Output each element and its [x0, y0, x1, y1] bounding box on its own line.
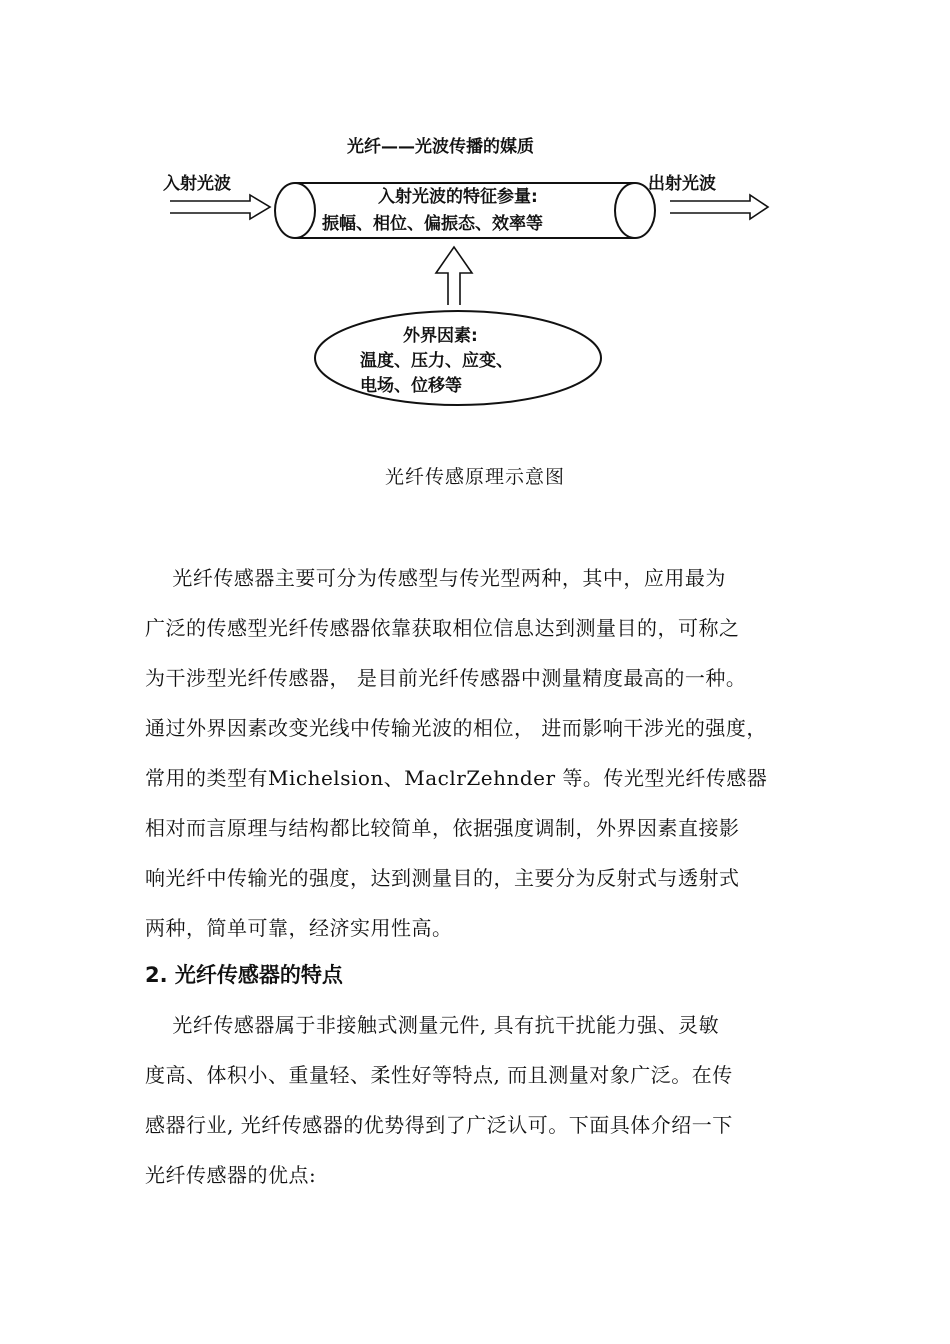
param-line2: 振幅、相位、偏振态、效率等: [322, 214, 543, 234]
paragraph-line: 响光纤中传输光的强度，达到测量目的，主要分为反射式与透射式: [145, 866, 740, 890]
up-arrow: [436, 247, 472, 305]
output-arrow: [670, 195, 768, 219]
paragraph-line: 光纤传感器主要可分为传感型与传光型两种，其中，应用最为: [145, 566, 726, 590]
output-label: 出射光波: [648, 174, 716, 194]
factor-line1: 外界因素:: [403, 326, 478, 346]
paragraph-line: 感器行业, 光纤传感器的优势得到了广泛认可。下面具体介绍一下: [145, 1113, 733, 1137]
paragraph-line: 常用的类型有Michelsion、MaclrZehnder 等。传光型光纤传感器: [145, 766, 768, 790]
fiber-sensing-diagram: [150, 125, 790, 425]
paragraph-line: 为干涉型光纤传感器， 是目前光纤传感器中测量精度最高的一种。: [145, 666, 747, 690]
paragraph-line: 光纤传感器的优点:: [145, 1163, 317, 1187]
param-line1: 入射光波的特征参量:: [378, 187, 538, 207]
diagram-graphics: [150, 125, 790, 425]
paragraph-sensor-types: [145, 553, 815, 953]
paragraph-line: 光纤传感器属于非接触式测量元件, 具有抗干扰能力强、灵敏: [145, 1013, 720, 1037]
factor-line2: 温度、压力、应变、: [360, 351, 513, 371]
fiber-left-end: [275, 183, 315, 238]
paragraph-features: [145, 1000, 815, 1200]
input-label: 入射光波: [163, 174, 231, 194]
paragraph-line: 相对而言原理与结构都比较简单，依据强度调制，外界因素直接影: [145, 816, 740, 840]
factor-line3: 电场、位移等: [360, 376, 462, 396]
paragraph-line: 两种，简单可靠，经济实用性高。: [145, 916, 453, 940]
paragraph-line: 度高、体积小、重量轻、柔性好等特点, 而且测量对象广泛。在传: [145, 1063, 733, 1087]
figure-caption: 光纤传感原理示意图: [384, 466, 565, 488]
input-arrow: [170, 195, 270, 219]
paragraph-line: 通过外界因素改变光线中传输光波的相位， 进而影响干涉光的强度，: [145, 716, 767, 740]
paragraph-line: 广泛的传感型光纤传感器依靠获取相位信息达到测量目的，可称之: [145, 616, 740, 640]
section-heading: 2. 光纤传感器的特点: [145, 963, 343, 987]
fiber-title: 光纤——光波传播的媒质: [347, 137, 534, 157]
